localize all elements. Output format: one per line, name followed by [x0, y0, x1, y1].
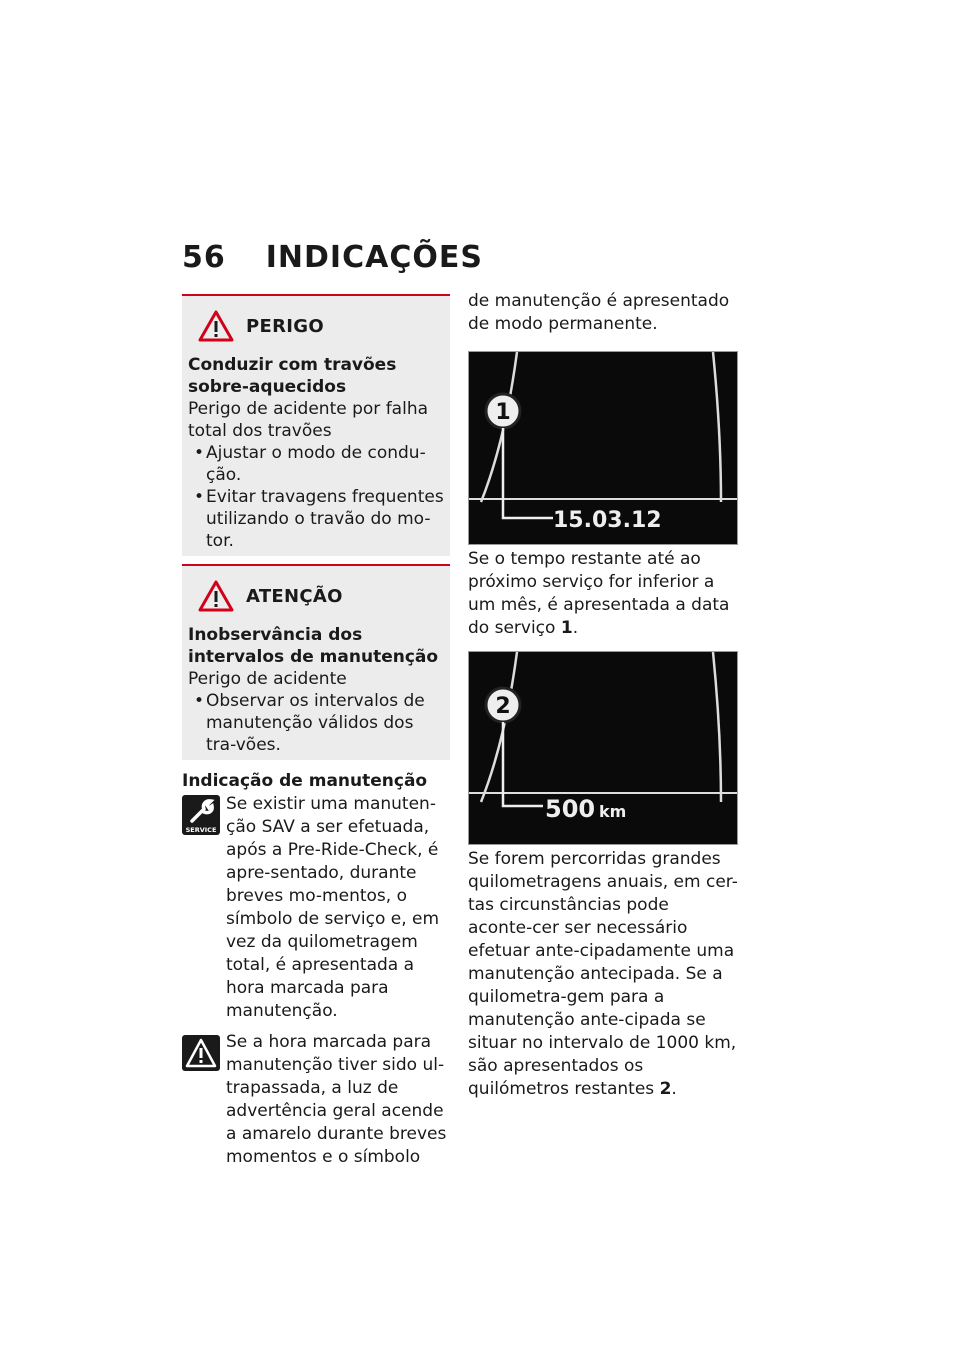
warning-paragraph: [182, 1031, 450, 1169]
page-header: [182, 240, 483, 280]
warning-triangle-icon: [198, 310, 234, 342]
ref-2: 2: [659, 1079, 672, 1099]
display-km-value: 500: [545, 795, 596, 823]
danger-header: [188, 310, 444, 342]
display-km-unit: km: [599, 802, 627, 821]
service-wrench-icon: [182, 795, 220, 835]
danger-box: [182, 294, 450, 556]
danger-subtitle: Conduzir com travões sobre-aquecidos: [188, 355, 397, 397]
danger-bullet: • Evitar travagens frequentes utilizando o travão do mo-tor.: [188, 486, 444, 552]
continued-paragraph: de manutenção é apresentado de modo permanente.: [468, 291, 730, 334]
display-date: [468, 351, 738, 545]
maintenance-section: [182, 770, 450, 1169]
attention-title: ATENÇÃO: [246, 585, 343, 607]
display-km-graphic: [469, 652, 738, 845]
display-date-graphic: [469, 352, 738, 545]
attention-bullet: • Observar os intervalos de manutenção válidos dos tra-vões.: [188, 690, 444, 756]
warning-triangle-icon: [198, 580, 234, 612]
display-km: [468, 651, 738, 845]
date-paragraph-text: Se o tempo restante até ao próximo serviço for inferior a um mês, é apresentada a data do serviço: [468, 549, 730, 638]
service-icon-label: SERVICE: [185, 826, 217, 834]
date-paragraph: [468, 548, 738, 640]
section-paragraph-1: Se existir uma manuten-ção SAV a ser efetuada, após a Pre-Ride-Check, é apre-sentado, durante breves mo-mentos, o símbolo de serviço e, em vez da quilometragem total, é apresentada a hora marcada para manutenção.: [226, 794, 440, 1021]
danger-bullet: • Ajustar o modo de condu-ção.: [188, 442, 444, 486]
attention-subtitle: Inobservância dos intervalos de manutenção: [188, 625, 439, 667]
km-paragraph: [468, 848, 738, 1101]
chapter-title: INDICAÇÕES: [265, 240, 483, 275]
callout-2: 2: [495, 694, 511, 719]
date-paragraph-end: .: [572, 618, 579, 638]
service-paragraph: [182, 793, 450, 1023]
general-warning-icon: [182, 1035, 220, 1071]
callout-1: 1: [495, 400, 511, 425]
attention-text: Perigo de acidente: [188, 669, 347, 689]
km-paragraph-text: Se forem percorridas grandes quilometragens anuais, em cer-tas circunstâncias pode aconte-cer ser necessário efetuar ante-cipadamente uma manutenção antecipada. Se a quilometra-gem para a manutenção ante-cipada se situar no intervalo de 1000 km, são apresentados os quilómetros restantes: [468, 849, 738, 1099]
section-heading: Indicação de manutenção: [182, 771, 428, 791]
attention-header: [188, 580, 444, 612]
km-paragraph-end: .: [671, 1079, 677, 1099]
attention-box: [182, 564, 450, 760]
section-paragraph-2: Se a hora marcada para manutenção tiver sido ul-trapassada, a luz de advertência geral acende a amarelo durante breves momentos e o símbolo: [226, 1032, 447, 1167]
display-date-value: 15.03.12: [553, 508, 662, 533]
danger-title: PERIGO: [246, 315, 324, 337]
page-number: 56: [182, 240, 226, 275]
ref-1: 1: [560, 618, 573, 638]
danger-text: Perigo de acidente por falha total dos travões: [188, 399, 429, 441]
